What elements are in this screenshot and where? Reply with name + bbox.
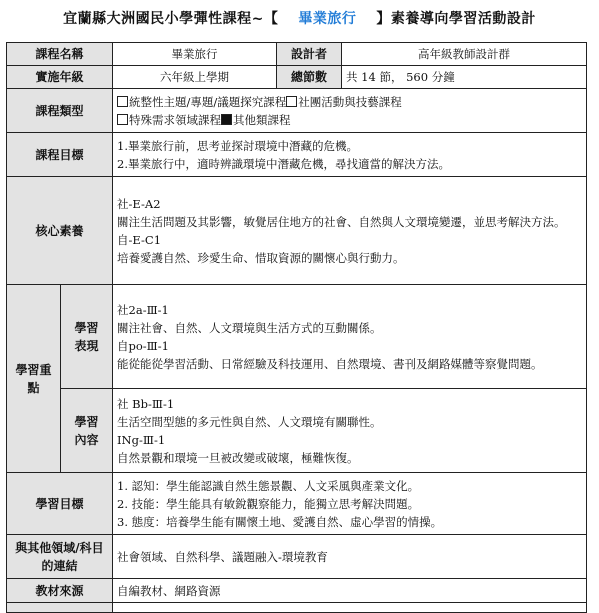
performance-text: 能從能從學習活動、日常經驗及科技運用、自然環境、書刊及網路媒體等察覺問題。 <box>117 356 543 371</box>
objective-item: 3. 態度：培養學生能有關懷土地、愛護自然、虛心學習的情操。 <box>117 514 443 529</box>
course-name-label: 課程名稱 <box>7 43 113 66</box>
row-links <box>7 535 587 579</box>
title-prefix: 宜蘭縣大洲國民小學彈性課程~【 <box>63 11 279 27</box>
partial-cell <box>7 603 113 613</box>
core-code: 自-E-C1 <box>117 232 162 247</box>
option-special: 特殊需求領域課程 <box>129 112 222 127</box>
row-materials <box>7 579 587 603</box>
row-content <box>7 389 587 473</box>
total-hours-label: 總節數 <box>277 66 342 89</box>
grade-value: 六年級上學期 <box>113 66 277 89</box>
option-other: 其他類課程 <box>233 112 291 127</box>
objective-item: 1. 認知：學生能認識自然生態景觀、人文采風與產業文化。 <box>117 478 420 493</box>
checkbox-club[interactable] <box>286 96 297 107</box>
focus-label: 學習重點 <box>7 285 61 473</box>
row-objectives <box>7 473 587 535</box>
row-grade <box>7 66 587 89</box>
row-goals <box>7 133 587 177</box>
option-club: 社團活動與技藝課程 <box>298 94 402 109</box>
total-hours-value: 共 14 節， 560 分鐘 <box>342 66 587 89</box>
performance-label: 學習表現 <box>61 285 113 389</box>
option-integrated: 統整性主題/專題/議題探究課程 <box>129 94 287 109</box>
row-course-type <box>7 89 587 133</box>
row-partial <box>7 603 587 613</box>
checkbox-special[interactable] <box>117 114 128 125</box>
partial-cell <box>113 603 587 613</box>
content-content <box>113 389 587 473</box>
checkbox-other-checked[interactable] <box>221 114 232 125</box>
content-label: 學習內容 <box>61 389 113 473</box>
content-code: 社 Bb-Ⅲ-1 <box>117 396 175 411</box>
content-text: 生活空間型態的多元性與自然、人文環境有關聯性。 <box>117 414 382 429</box>
goals-label: 課程目標 <box>7 133 113 177</box>
materials-label: 教材來源 <box>7 579 113 603</box>
links-value: 社會領域、自然科學、議題融入-環境教育 <box>113 535 587 579</box>
goals-content <box>113 133 587 177</box>
page-title <box>0 8 599 28</box>
goal-item: 2.畢業旅行中，適時辨識環境中潛藏危機，尋找適當的解決方法。 <box>117 156 450 171</box>
row-core <box>7 177 587 285</box>
links-label: 與其他領域/科目的連結 <box>7 535 113 579</box>
materials-value: 自編教材、網路資源 <box>113 579 587 603</box>
course-name-value: 畢業旅行 <box>113 43 277 66</box>
checkbox-integrated[interactable] <box>117 96 128 107</box>
title-suffix: 】素養導向學習活動設計 <box>376 11 536 27</box>
core-label: 核心素養 <box>7 177 113 285</box>
performance-content <box>113 285 587 389</box>
objectives-content <box>113 473 587 535</box>
core-content <box>113 177 587 285</box>
core-text: 培養愛護自然、珍愛生命、惜取資源的關懷心與行動力。 <box>117 250 405 265</box>
objective-item: 2. 技能：學生能具有敏銳觀察能力，能獨立思考解決問題。 <box>117 496 420 511</box>
core-text: 關注生活問題及其影響，敏覺居住地方的社會、自然與人文環境變遷，並思考解決方法。 <box>117 214 566 229</box>
row-performance <box>7 285 587 389</box>
lesson-plan-table <box>6 42 587 613</box>
row-course-name <box>7 43 587 66</box>
content-code: INg-Ⅲ-1 <box>117 432 166 447</box>
designer-label: 設計者 <box>277 43 342 66</box>
objectives-label: 學習目標 <box>7 473 113 535</box>
content-text: 自然景觀和環境一旦被改變或破壞，極難恢復。 <box>117 450 359 465</box>
course-type-label: 課程類型 <box>7 89 113 133</box>
title-highlight: 畢業旅行 <box>298 11 357 27</box>
performance-code: 社2a-Ⅲ-1 <box>117 302 169 317</box>
goal-item: 1.畢業旅行前，思考並探討環境中潛藏的危機。 <box>117 138 358 153</box>
designer-value: 高年級教師設計群 <box>342 43 587 66</box>
grade-label: 實施年級 <box>7 66 113 89</box>
course-type-options <box>113 89 587 133</box>
performance-text: 關注社會、自然、人文環境與生活方式的互動關係。 <box>117 320 382 335</box>
performance-code: 自po-Ⅲ-1 <box>117 338 169 353</box>
core-code: 社-E-A2 <box>117 196 161 211</box>
